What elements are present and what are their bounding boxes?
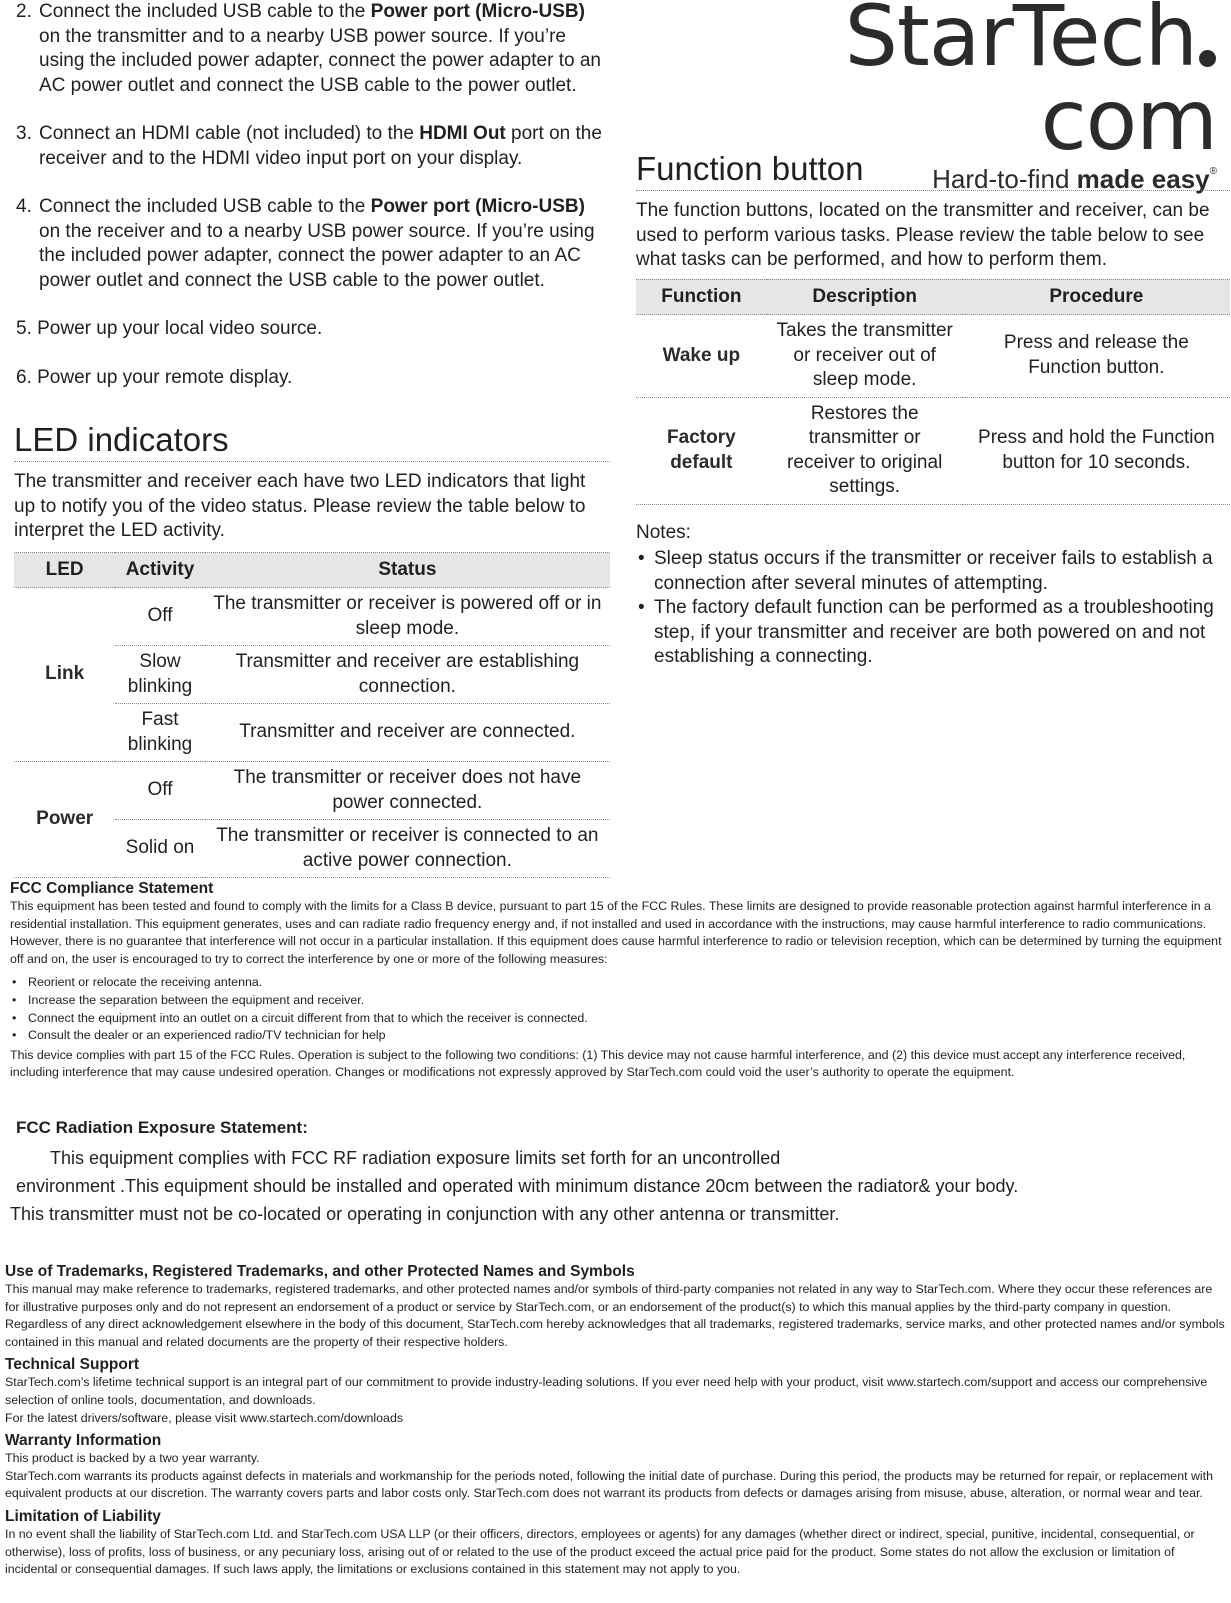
status-cell: Transmitter and receiver are connected. [205, 704, 610, 762]
led-table [14, 552, 610, 879]
logo-tagline: Hard-to-find made easy® [932, 164, 1217, 194]
fcc-body: This equipment has been tested and found to comply with the limits for a Class B device, pursuant to part 15 of the FCC Rules. These limits are designed to provide reasonable protection against harmful interference in a residential installation. This equipment generates, uses and can radiate radio frequency energy and, if not installed and used in accordance with the instructions, may cause harmful interference to radio communications. However, there is no guarantee that interference will not occur in a particular installation. If this equipment does cause harmful interference to radio or television reception, which can be determined by turning the equipment off and on, the user is encouraged to try to correct the interference by one or more of the following measures: [10, 899, 1222, 966]
led-heading: LED indicators [14, 421, 610, 462]
function-table [636, 279, 1230, 505]
notes [636, 521, 1230, 670]
radiation-line: environment .This equipment should be installed and operated with minimum distance 20cm between the radiator& your body. [16, 1176, 1019, 1196]
logo-dot-icon [1199, 50, 1216, 67]
installation-steps [14, 0, 604, 414]
table-row [636, 315, 1230, 398]
status-cell: The transmitter or receiver is powered off or in sleep mode. [205, 588, 610, 646]
function-cell: Wake up [636, 315, 767, 398]
description-cell: Restores the transmitter or receiver to original settings. [767, 397, 963, 504]
step-3: 3. Connect an HDMI cable (not included) to the HDMI Out port on the receiver and to the HDMI video input port on your display. [16, 123, 602, 169]
support-drivers: For the latest drivers/software, please visit www.startech.com/downloads [5, 1410, 404, 1425]
warranty-block [5, 1431, 1227, 1503]
function-button-intro: The function buttons, located on the transmitter and receiver, can be used to perform various tasks. Please review the table below to see what tasks can be performed, and how to perform them. [636, 200, 1210, 270]
column-header: LED [14, 552, 115, 588]
activity-cell: Fast blinking [115, 704, 204, 762]
radiation-line: This transmitter must not be co-located or operating in conjunction with any other antenna or transmitter. [10, 1204, 840, 1224]
support-title: Technical Support [5, 1356, 140, 1374]
fcc-conditions: This device complies with part 15 of the FCC Rules. Operation is subject to the following two conditions: (1) This device may not cause harmful interference, and (2) this device must accept any interference received, including interference that may cause undesired operation. Changes or modifications not expressly approved by StarTech.com could void the user’s authority to operate the equipment. [10, 1047, 1186, 1080]
step-2: 2. Connect the included USB cable to the Power port (Micro-USB) on the transmitter and to a nearby USB power source. If you’re using the included power adapter, connect the power adapter to an AC power outlet and connect the USB cable to the power outlet. [16, 1, 601, 96]
function-cell: Factory default [636, 397, 767, 504]
function-button-section [636, 150, 1230, 670]
fcc-title: FCC Compliance Statement [10, 880, 214, 897]
fcc-measure: • Reorient or relocate the receiving antenna. [10, 974, 1228, 992]
fcc-measure: • Connect the equipment into an outlet on a circuit different from that to which the receiver is connected. [10, 1010, 1228, 1028]
activity-cell: Solid on [115, 820, 204, 878]
fcc-measure: • Increase the separation between the equipment and receiver. [10, 992, 1228, 1010]
trademarks-title: Use of Trademarks, Registered Trademarks, and other Protected Names and Symbols [5, 1263, 635, 1280]
status-cell: Transmitter and receiver are establishing connection. [205, 646, 610, 704]
column-header: Function [636, 279, 767, 315]
warranty-line: This product is backed by a two year warranty. [5, 1451, 260, 1466]
led-intro: The transmitter and receiver each have two LED indicators that light up to notify you of the video status. Please review the table below to interpret the LED activity. [14, 471, 586, 541]
description-cell: Takes the transmitter or receiver out of sleep mode. [767, 315, 963, 398]
procedure-cell: Press and hold the Function button for 10 seconds. [963, 397, 1230, 504]
liability-block [5, 1507, 1227, 1579]
trademarks-body: This manual may make reference to trademarks, registered trademarks, and other protected names and/or symbols of third-party companies not related in any way to StarTech.com. Where they occur these references are for illustrative purposes only and do not represent an endorsement of a product or service by StarTech.com, or an endorsement of the product(s) to which this manual applies by the third-party company in question. Regardless of any direct acknowledgement elsewhere in the body of this document, StarTech.com hereby acknowledges that all trademarks, registered trademarks, service marks, and other protected names and/or symbols contained in this manual and related documents are the property of their respective holders. [5, 1282, 1225, 1349]
status-cell: The transmitter or receiver does not have power connected. [205, 762, 610, 820]
support-block [5, 1355, 1227, 1427]
legal-section [5, 1262, 1227, 1583]
column-header: Procedure [963, 279, 1230, 315]
led-indicators-section [14, 421, 610, 878]
table-row [636, 397, 1230, 504]
step-number: 3. [16, 123, 32, 144]
column-header: Description [767, 279, 963, 315]
fcc-measure: • Consult the dealer or an experienced radio/TV technician for help [10, 1027, 1228, 1045]
warranty-title: Warranty Information [5, 1432, 162, 1450]
liability-title: Limitation of Liability [5, 1507, 161, 1525]
radiation-line: This equipment complies with FCC RF radiation exposure limits set forth for an uncontrolled [50, 1148, 781, 1168]
step-5: 5. Power up your local video source. [16, 318, 323, 339]
notes-label: Notes: [636, 521, 691, 543]
activity-cell: Off [115, 762, 204, 820]
activity-cell: Slow blinking [115, 646, 204, 704]
table-row [14, 588, 610, 646]
fcc-radiation [10, 1118, 1228, 1228]
status-cell: The transmitter or receiver is connected to an active power connection. [205, 820, 610, 878]
note-item: • The factory default function can be performed as a troubleshooting step, if your transmitter and receiver are both powered on and not establishing a connecting. [636, 596, 1230, 670]
radiation-title: FCC Radiation Exposure Statement: [16, 1118, 308, 1137]
table-header-row [636, 279, 1230, 315]
activity-cell: Off [115, 588, 204, 646]
table-header-row [14, 552, 610, 588]
step-6: 6. Power up your remote display. [16, 366, 293, 388]
trademarks-block [5, 1262, 1227, 1351]
support-body: StarTech.com’s lifetime technical support is an integral part of our commitment to provide industry-leading solutions. If you ever need help with your product, visit www.startech.com/support and access our comprehensive selection of online tools, documentation, and downloads. [5, 1375, 1208, 1407]
step-number: 4. [16, 196, 32, 217]
function-button-heading: Function button [636, 150, 1230, 191]
column-header: Activity [115, 552, 204, 588]
liability-body: In no event shall the liability of StarTech.com Ltd. and StarTech.com USA LLP (or their officers, directors, employees or agents) for any damages (whether direct or indirect, special, punitive, incidental, consequential, or otherwise), loss of profits, loss of business, or any pecuniary loss, arising out of or related to the use of the product exceed the actual price paid for the product. Some states do not allow the exclusion or limitation of incidental or consequential damages. If such laws apply, the limitations or exclusions contained in this statement may not apply to you. [5, 1526, 1195, 1577]
fcc-compliance [10, 879, 1228, 1082]
led-name-cell: Power [14, 762, 115, 878]
warranty-body: StarTech.com warrants its products against defects in materials and workmanship for the periods noted, following the initial date of purchase. During this period, the products may be returned for repair, or replacement with equivalent products at our discretion. The warranty covers parts and labor costs only. StarTech.com does not warrant its products from defects or damages arising from misuse, abuse, alteration, or normal wear and tear. [5, 1468, 1214, 1501]
column-header: Status [205, 552, 610, 588]
table-row [14, 762, 610, 820]
step-4: 4. Connect the included USB cable to the Power port (Micro-USB) on the receiver and to a nearby USB power source. If you’re using the included power adapter, connect the power adapter to an AC power outlet and connect the USB cable to the power outlet. [16, 196, 595, 291]
step-number: 2. [16, 1, 32, 22]
led-name-cell: Link [14, 588, 115, 762]
procedure-cell: Press and release the Function button. [963, 315, 1230, 398]
logo-wordmark: StarTechcom [844, 0, 1217, 169]
note-item: • Sleep status occurs if the transmitter or receiver fails to establish a connection after several minutes of attempting. [636, 547, 1230, 596]
